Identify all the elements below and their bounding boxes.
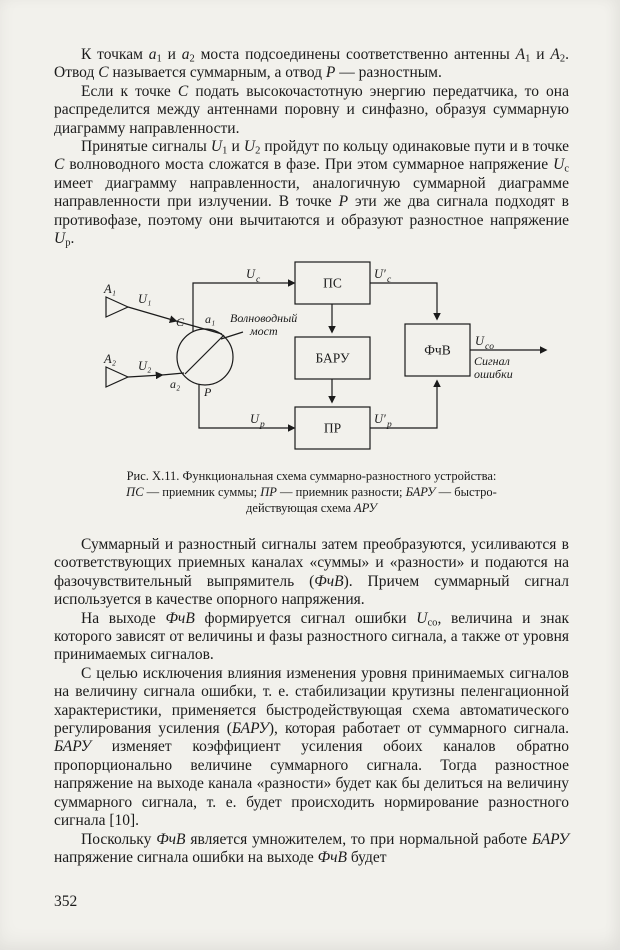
paragraph-5: На выходе ФчВ формируется сигнал ошибки $U_{co}$, величина и знак которого зависят от величины и фазы разностного сигнала, а также от уровня принимаемых сигналов. — [54, 609, 569, 664]
error-signal-label-line1: Сигнал — [474, 354, 510, 368]
paragraph-6: С целью исключения влияния изменения уровня принимаемых сигналов на величину сигнала ошибки, т. е. стабилизации крутизны пеленгационной характеристики, применяется быстродействующая схема автоматического регулирования усиления (БАРУ), которая работает от суммарного сигнала. БАРУ изменяет коэффициент усиления обоих каналов обратно пропорционально величине суммарного сигнала. Тогда разностное напряжение на выходе канала «разности» будет как бы делиться на величину суммарного сигнала, т. е. будет происходить нормирование разностного сигнала [10]. — [54, 664, 569, 830]
top-text-block — [54, 46, 569, 248]
uco-label: U — [475, 334, 485, 348]
figure-caption — [54, 468, 569, 516]
up-out-label: U′ — [374, 412, 386, 426]
point-c-label: C — [176, 315, 185, 329]
paragraph-2: Если к точке C подать высокочастотную энергию передатчика, то она распределится между антеннами поровну и синфазно, образуя суммарную диаграмму направленности. — [54, 82, 569, 137]
block-baru-label: БАРУ — [315, 350, 350, 366]
block-fchv-label: ФчВ — [424, 342, 451, 358]
point-p-label: P — [204, 385, 212, 399]
uco-sub-label: co — [485, 342, 494, 352]
bottom-text-block — [54, 536, 569, 867]
antenna-2-label: A₂ — [104, 352, 116, 366]
u2-label: U₂ — [138, 359, 152, 373]
paragraph-4: Суммарный и разностный сигналы затем преобразуются, усиливаются в соответствующих приемных каналах «суммы» и «разности» и подаются на фазочувствительный выпрямитель (ФчВ). Причем суммарный сигнал используется в качестве опорного напряжения. — [54, 536, 569, 609]
up-out-sub-label: p — [387, 420, 392, 430]
caption-line-1: Рис. X.11. Функциональная схема суммарно-разностного устройства: — [126, 469, 497, 483]
uc-out-sub-label: c — [387, 275, 392, 285]
uc-label: U — [246, 267, 256, 281]
paragraph-7: Поскольку ФчВ является умножителем, то при нормальной работе БАРУ напряжение сигнала ошибки на выходе ФчВ будет — [54, 830, 569, 866]
point-a2-label: a₂ — [170, 377, 181, 391]
diff-port-connector — [199, 384, 294, 428]
sum-difference-diagram — [54, 256, 569, 458]
paragraph-3: Принятые сигналы $U_1$ и $U_2$ пройдут по кольцу одинаковые пути и в точке C волноводного моста сложатся в фазе. При этом суммарное напряжение $U_c$ имеет диаграмму направленности, аналогичную суммарной диаграмме направленности при излучении. В точке P эти же два сигнала подходят в противофазе, поэтому они вычитаются и образуют разностное напряжение $U_p$. — [54, 138, 569, 249]
caption-line-2: ПС — приемник суммы; ПР — приемник разности; БАРУ — быстро- — [126, 485, 497, 499]
point-a1-label: a₁ — [205, 312, 216, 326]
antenna-1-icon — [106, 297, 128, 317]
up-label: U — [250, 412, 260, 426]
uc-out-label: U′ — [374, 267, 386, 281]
bridge-label-line1: Волноводный — [230, 311, 298, 325]
error-signal-label-line2: ошибки — [474, 367, 513, 381]
antenna2-feed-line — [128, 375, 162, 377]
figure-x11 — [54, 256, 569, 516]
block-ps-label: ПС — [323, 275, 342, 291]
up-sub-label: p — [260, 420, 265, 430]
antenna2-feed-line2 — [162, 373, 184, 375]
caption-line-3: действующая схема АРУ — [246, 501, 377, 515]
uc-sub-label: c — [256, 275, 261, 285]
block-pr-label: ПР — [323, 420, 342, 436]
paragraph-1: К точкам $a_1$ и $a_2$ моста подсоединены соответственно антенны $A_1$ и $A_2$. Отвод C называется суммарным, а отвод P — разностным. — [54, 46, 570, 82]
ps-to-fchv-connector — [370, 283, 437, 319]
antenna-1-label: A₁ — [104, 282, 116, 296]
u1-label: U₁ — [138, 292, 152, 306]
antenna1-feed-line — [128, 307, 176, 321]
bridge-arm-line — [185, 335, 224, 374]
diagram-labels — [103, 267, 513, 436]
page-number: 352 — [54, 893, 78, 910]
bridge-label-line2: мост — [250, 324, 278, 338]
antenna-2-icon — [106, 367, 128, 387]
